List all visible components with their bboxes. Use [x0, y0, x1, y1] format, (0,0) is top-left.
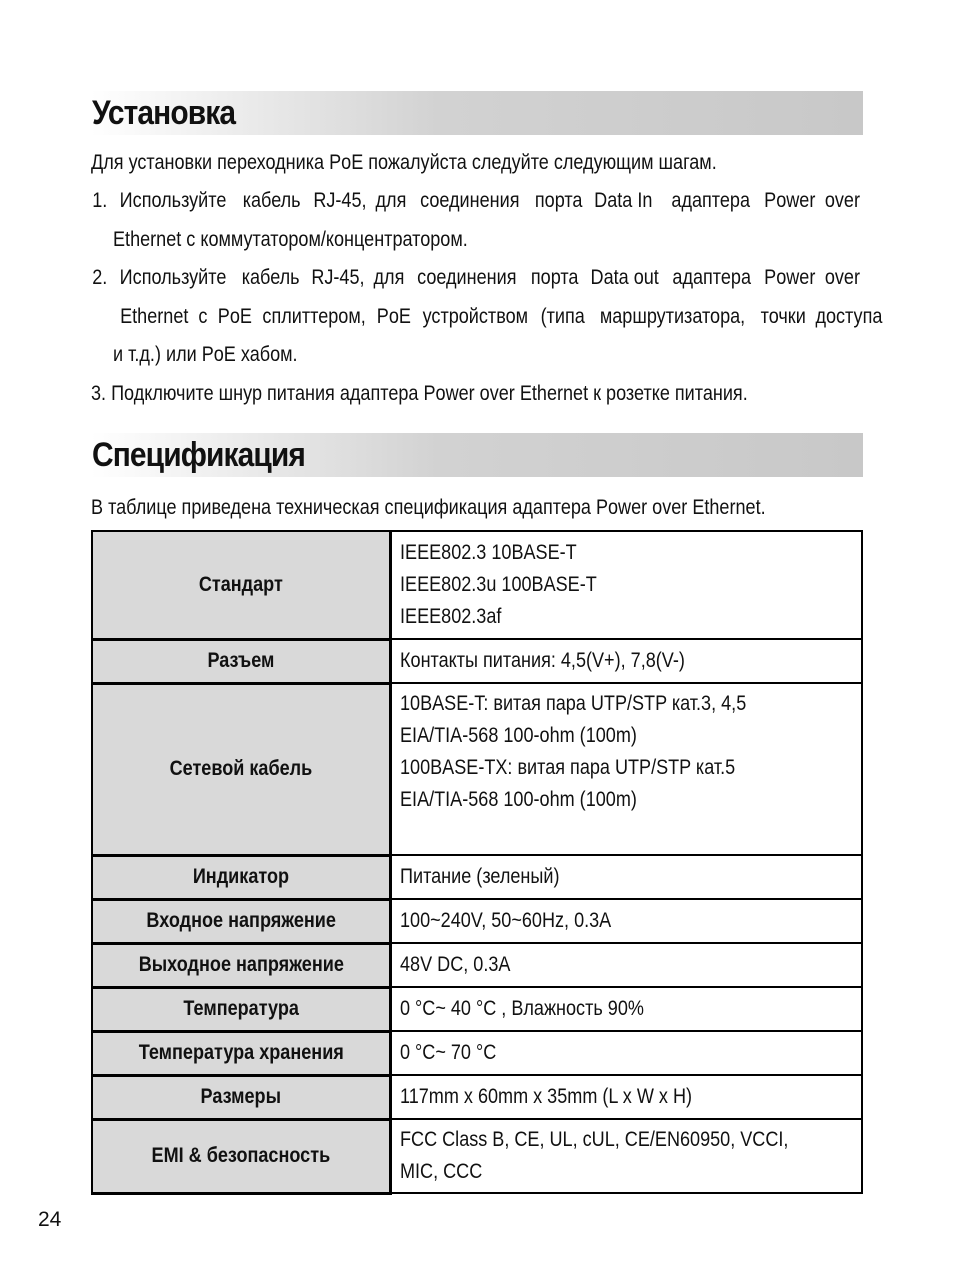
word: PoE [377, 305, 412, 328]
word: Data In [594, 189, 658, 212]
install-intro: Для установки переходника PoE пожалуйста следуйте следующим шагам. [91, 151, 717, 174]
spec-value-cell [391, 1031, 863, 1075]
word: RJ-45, [312, 189, 367, 212]
spec-label: Размеры [200, 1085, 282, 1108]
spec-value-line: IEEE802.3 10BASE-T [400, 541, 577, 564]
word: Power [763, 189, 816, 212]
spec-value-line: Контакты питания: 4,5(V+), 7,8(V-) [400, 649, 685, 672]
spec-value-line: IEEE802.3af [400, 605, 502, 628]
spec-label: Индикатор [192, 865, 290, 888]
word: RJ-45, [311, 266, 365, 289]
word: порта [530, 266, 579, 289]
section-heading-install [91, 91, 863, 135]
spec-value-cell [391, 531, 863, 639]
word: соединения [420, 189, 520, 212]
word: PoE [217, 305, 252, 328]
word: адаптера [672, 266, 752, 289]
word: over [824, 189, 861, 212]
spec-row [92, 987, 862, 1031]
spec-label-cell [92, 1031, 391, 1075]
spec-label-cell [92, 683, 391, 855]
spec-label-cell [92, 899, 391, 943]
spec-label: Стандарт [198, 572, 283, 596]
spec-heading-text: Спецификация [92, 436, 305, 474]
word: доступа [815, 305, 883, 328]
spec-value-line: IEEE802.3u 100BASE-T [400, 573, 597, 596]
word: Используйте [120, 189, 227, 212]
word: маршрутизатора, [600, 305, 746, 328]
spec-value-line: EIA/TIA-568 100-ohm (100m) [400, 724, 637, 747]
spec-value-cell [391, 1075, 863, 1119]
step1-line2: Ethernet с коммутатором/концентратором. [113, 228, 468, 251]
word: соединения [417, 266, 517, 289]
word: точки [760, 305, 807, 328]
spec-value-cell [391, 987, 863, 1031]
word: адаптера [671, 189, 751, 212]
spec-row [92, 1075, 862, 1119]
word: для [373, 266, 405, 289]
word: over [824, 266, 861, 289]
word: (типа [540, 305, 585, 328]
spec-row [92, 639, 862, 683]
spec-label-cell [92, 987, 391, 1031]
spec-value-cell [391, 639, 863, 683]
page-number: 24 [38, 1208, 62, 1231]
spec-row [92, 531, 862, 639]
word: Ethernet с [120, 305, 208, 328]
spec-row [92, 683, 862, 855]
spec-value-line: FCC Class B, CE, UL, cUL, CE/EN60950, VCCI, [400, 1128, 789, 1151]
step3: 3. Подключите шнур питания адаптера Power over Ethernet к розетке питания. [91, 382, 748, 405]
spec-value-cell [391, 899, 863, 943]
spec-table [91, 530, 863, 1195]
spec-value-line: 100BASE-TX: витая пара UTP/STP кат.5 [400, 756, 736, 779]
spec-label: Сетевой кабель [169, 757, 313, 780]
word: кабель [243, 189, 301, 212]
spec-label: Разъем [207, 649, 275, 672]
spec-value-line: Питание (зеленый) [400, 865, 560, 888]
spec-label-cell [92, 1075, 391, 1119]
spec-value-cell [391, 943, 863, 987]
section-heading-spec [91, 433, 863, 477]
spec-value-line: MIC, CCC [400, 1160, 483, 1183]
word: 2. [92, 266, 108, 289]
spec-label-cell [92, 943, 391, 987]
spec-value-line: 10BASE-T: витая пара UTP/STP кат.3, 4,5 [400, 692, 747, 715]
word: Data out [590, 266, 659, 289]
spec-intro: В таблице приведена техническая спецификация адаптера Power over Ethernet. [91, 496, 766, 519]
spec-label: Выходное напряжение [138, 953, 344, 976]
spec-row [92, 1031, 862, 1075]
word: 1. [92, 189, 108, 212]
spec-value-cell [391, 683, 863, 855]
spec-label-cell [92, 855, 391, 899]
spec-value-line: 100~240V, 50~60Hz, 0.3A [400, 909, 612, 932]
spec-label: Температура хранения [138, 1041, 344, 1064]
spec-value-line: 0 °C~ 70 °C [400, 1041, 497, 1064]
spec-label-cell [92, 531, 391, 639]
word: Используйте [119, 266, 227, 289]
word: кабель [241, 266, 300, 289]
spec-value-line: EIA/TIA-568 100-ohm (100m) [400, 788, 637, 811]
spec-row [92, 855, 862, 899]
step2-line3: и т.д.) или PoE хабом. [113, 343, 298, 366]
spec-value-line: 0 °C~ 40 °C , Влажность 90% [400, 997, 644, 1020]
spec-value-line: 48V DC, 0.3A [400, 953, 511, 976]
spec-label-cell [92, 1119, 391, 1193]
spec-row [92, 1119, 862, 1193]
word: для [375, 189, 407, 212]
word: Power [764, 266, 816, 289]
word: порта [534, 189, 583, 212]
word: сплиттером, [262, 305, 367, 328]
spec-label-cell [92, 639, 391, 683]
spec-row [92, 899, 862, 943]
spec-value-cell [391, 1119, 863, 1193]
step2-line2 [113, 298, 883, 336]
install-heading-text: Установка [92, 94, 236, 132]
spec-value-cell [391, 855, 863, 899]
spec-label: Температура [183, 997, 299, 1020]
step1-line1 [91, 182, 863, 220]
spec-label: EMI & безопасность [151, 1144, 331, 1167]
spec-value-line: 117mm x 60mm x 35mm (L x W x H) [400, 1085, 693, 1108]
spec-row [92, 943, 862, 987]
step2-line1 [91, 259, 863, 297]
word: устройством [422, 305, 529, 328]
spec-label: Входное напряжение [146, 909, 336, 932]
